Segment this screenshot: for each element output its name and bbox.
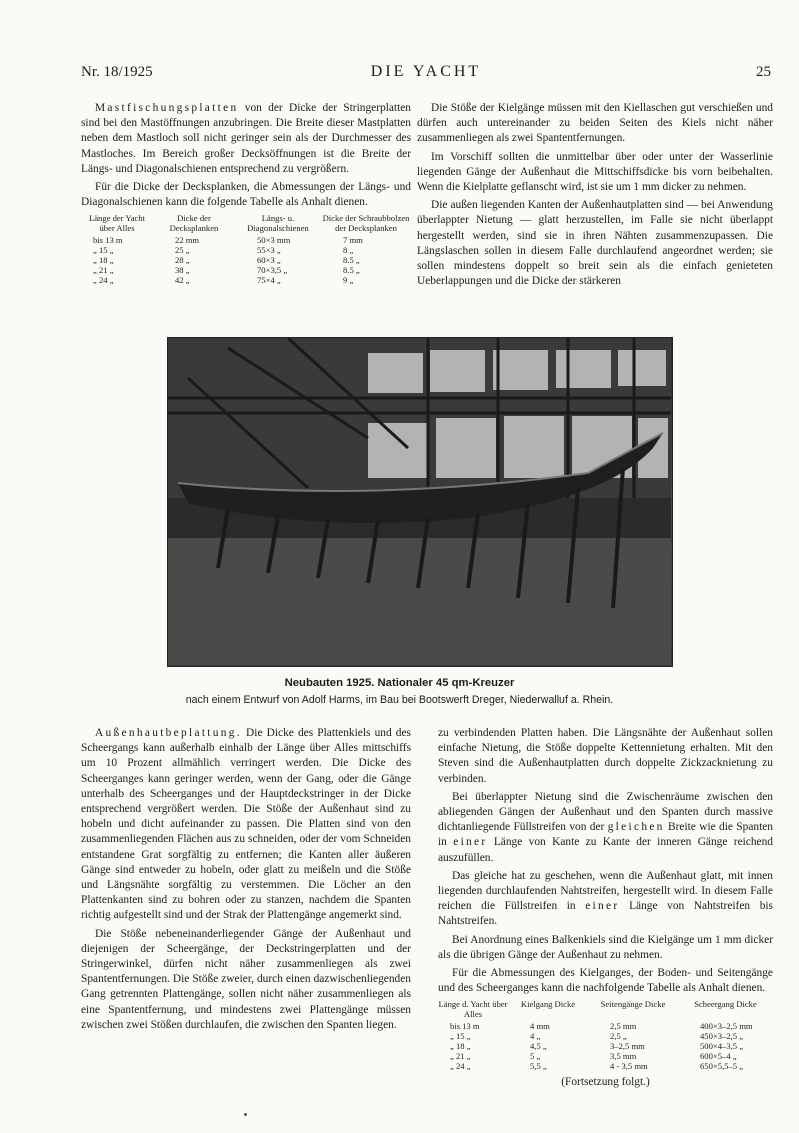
table-cell: 60×3 „: [257, 255, 281, 266]
table-cell: 4 mm: [530, 1021, 550, 1032]
table-header-row: [81, 213, 411, 233]
table-header-cell: Seitengänge Dicke: [600, 999, 666, 1010]
table-cell: 4 „: [530, 1031, 541, 1042]
table-cell: 9 „: [343, 275, 354, 286]
table-cell: 8.5 „: [343, 265, 360, 276]
paragraph: Außenhautbeplattung. Die Dicke des Plattenkiels und des Scheergangs kann außerhalb einhalb der Länge über Alles mittschiffs um 10 Prozent allmählich verringert werden. Die Dicke des Scheerganges kann geringer werden, wenn der Gang, oder die Gänge unterhalb des Scheerganges und der Hauptdeckstringer in der Dicke entsprechend vergrößert werden. Die Stöße der Außenhaut sind zu hobeln und dicht aufeinander zu passen. Die Platten sind von den zusammenliegenden Flächen aus zu schneiden, oder der vom Schneiden entstandene Grat sorgfältig zu entfernen; die Kanten aller äußeren Gänge sind entweder zu hobeln, oder glatt zu meißeln und die Stöße und Längsnähte sorgfältig zu verstemmen. Die Löcher an den Plattenkanten sind zu bohren oder zu stanzen, nachdem die Spanten richtig aufgestellt sind und der Strak der Plattengänge angemerkt sind.: [81, 727, 411, 922]
table-row: [438, 1051, 773, 1061]
photo-caption-title: Neubauten 1925. Nationaler 45 qm-Kreuzer: [284, 677, 515, 689]
table-cell: 600×5–4 „: [700, 1051, 737, 1062]
bottom-left-column: [81, 726, 411, 1036]
paragraph: Für die Dicke der Decksplanken, die Abmessungen der Längs- und Diagonalschienen kann die folgende Tabelle als Anhalt dienen.: [81, 181, 411, 209]
paragraph: Bei Anordnung eines Balkenkiels sind die Kielgänge um 1 mm dicker als die übrigen Gänge der Außenhaut zu nehmen.: [438, 933, 773, 961]
continued-note: (Fortsetzung folgt.): [561, 1076, 650, 1089]
deck-planks-table: [81, 213, 411, 285]
table-cell: 3,5 mm: [610, 1051, 637, 1062]
top-left-column: [81, 101, 411, 285]
table-cell: bis 13 m: [450, 1021, 480, 1032]
top-right-column: [417, 101, 773, 292]
paragraph: Für die Abmessungen des Kielganges, der Boden- und Seitengänge und des Scheerganges kann die nachfolgende Tabelle als Anhalt dienen.: [438, 967, 773, 995]
table-cell: 4,5 „: [530, 1041, 547, 1052]
table-header-cell: Länge d. Yacht über Alles: [438, 999, 508, 1020]
table-cell: „ 24 „: [450, 1061, 471, 1072]
paragraph: Die Stöße nebeneinanderliegender Gänge der Außenhaut und diejenigen der Scheergänge, der Deckstringerplatten und der Stringerwinkel, dürfen nicht näher zusammenliegen als zwei Spantentfernungen. Die Stöße zweier, durch einen dazwischenliegenden Gang getrennten Plattengänge, sollen nicht näher zusammenliegen als eine Spantentfernung, und mindestens zwei Plattengänge müssen zwischen zwei Stößen durchlaufen, die zwischen den Spanten liegen.: [81, 927, 411, 1031]
table-cell: „ 21 „: [450, 1051, 471, 1062]
table-header-cell: Dicke der Schraubbolzen der Decksplanken: [322, 213, 410, 234]
paragraph: Mastfischungsplatten von der Dicke der Stringerplatten sind bei den Mastöffnungen anzubringen. Die Breite dieser Mastplatten neben dem Mastloch soll nicht geringer sein als der Durchmesser des Mastloches. Im Bereich großer Decksöffnungen ist die Breite der Längs- und Diagonalschienen entsprechend zu vergrößern.: [81, 102, 411, 175]
table-cell: 38 „: [175, 265, 190, 276]
table-cell: 3–2,5 mm: [610, 1041, 645, 1052]
table-header-cell: Längs- u. Diagonalschienen: [247, 213, 309, 234]
table-row: [81, 235, 411, 245]
paragraph: Die Stöße der Kielgänge müssen mit den Kiellaschen gut verschießen und dürfen auch untereinander zu beiden Seiten des Kiels nicht näher zusammenliegen als zwei Spantentfernungen.: [417, 102, 773, 145]
photo-caption-subtitle: nach einem Entwurf von Adolf Harms, im Bau bei Bootswerft Dreger, Niederwalluf a. Rhein.: [185, 694, 614, 706]
table-cell: 22 mm: [175, 235, 200, 246]
table-header-cell: Kielgang Dicke: [520, 999, 576, 1010]
table-cell: 8.5 „: [343, 255, 360, 266]
table-cell: „ 21 „: [93, 265, 114, 276]
table-row: [81, 265, 411, 275]
table-cell: 2,5 „: [610, 1031, 627, 1042]
bottom-right-column: [438, 726, 773, 1091]
table-row: [438, 1041, 773, 1051]
table-cell: 5,5 „: [530, 1061, 547, 1072]
table-cell: 75×4 „: [257, 275, 281, 286]
table-cell: „ 18 „: [450, 1041, 471, 1052]
running-header: [81, 64, 771, 86]
table-header-cell: Dicke der Decksplanken: [169, 213, 219, 234]
table-header-cell: Länge der Yacht über Alles: [88, 213, 146, 234]
table-row: [438, 1031, 773, 1041]
paragraph: Das gleiche hat zu geschehen, wenn die Außenhaut glatt, mit innen liegenden durchlaufenden Nahtstreifen, hergestellt wird. In diesem Falle reichen die Füllstreifen in einer Länge von Nahtstreifen bis Nahtstreifen.: [438, 869, 773, 928]
page-number: 25: [756, 64, 771, 80]
table-row: [438, 1021, 773, 1031]
paragraph: Die außen liegenden Kanten der Außenhautplatten sind — bei Anwendung überlappter Nietung — glatt herzustellen, im Falle sie nicht überlappt hergestellt werden, sind sie in ihren Nähten zusammenzupassen. Die Längslaschen sollen in diesem Falle durchlaufend angeordnet werden; sie sollen mindestens doppelt so breit sein als die einfach genieteten Ueberlappungen und die Dicke der stärkeren: [417, 199, 773, 288]
table-row: [81, 245, 411, 255]
lead-term: Mastfischungsplatten: [95, 102, 239, 114]
table-header-row: [438, 999, 773, 1019]
table-cell: 4 - 3,5 mm: [610, 1061, 648, 1072]
yacht-hull-photo: [168, 338, 671, 665]
paragraph: zu verbindenden Platten haben. Die Längsnähte der Außenhaut sollen einfache Nietung, die Stöße doppelte Kettennietung erhalten. Mit den Steven sind die Außenhautplatten durch doppelte Zickzacknietung zu verbinden.: [438, 727, 773, 785]
scan-speck: [244, 1113, 247, 1116]
table-cell: 8 „: [343, 245, 354, 256]
table-cell: 450×3–2,5 „: [700, 1031, 744, 1042]
table-cell: „ 15 „: [93, 245, 114, 256]
table-cell: „ 24 „: [93, 275, 114, 286]
table-cell: „ 18 „: [93, 255, 114, 266]
table-cell: 42 „: [175, 275, 190, 286]
paragraph: Im Vorschiff sollten die unmittelbar über oder unter der Wasserlinie liegenden Gänge der Außenhaut die Mittschiffsdicke bis vorn beibehalten. Wenn die Kielplatte geflanscht wird, ist sie um 1 mm dicker zu nehmen.: [417, 150, 773, 194]
lead-term: Außenhautbeplattung.: [95, 727, 242, 739]
table-cell: bis 13 m: [93, 235, 123, 246]
table-cell: 70×3,5 „: [257, 265, 288, 276]
paragraph: Bei überlappter Nietung sind die Zwischenräume zwischen den abliegenden Gängen der Außenhaut und den Spanten durch massive dichtanliegende Füllstreifen von der gleichen Breite wie die Spanten in einer Länge von Kante zu Kante der inneren Gänge reichend auszufüllen.: [438, 790, 773, 864]
table-cell: „ 15 „: [450, 1031, 471, 1042]
table-row: [81, 255, 411, 265]
table-cell: 2,5 mm: [610, 1021, 637, 1032]
table-cell: 7 mm: [343, 235, 363, 246]
table-cell: 25 „: [175, 245, 190, 256]
issue-number: Nr. 18/1925: [81, 64, 153, 80]
table-header-cell: Scheergang Dicke: [694, 999, 757, 1010]
table-cell: 5 „: [530, 1051, 541, 1062]
magazine-title: DIE YACHT: [370, 63, 482, 80]
table-cell: 500×4–3,5 „: [700, 1041, 744, 1052]
table-cell: 55×3 „: [257, 245, 281, 256]
table-cell: 28 „: [175, 255, 190, 266]
table-row: [81, 275, 411, 285]
table-cell: 650×5,5–5 „: [700, 1061, 744, 1072]
shipyard-photo: [167, 337, 673, 667]
table-row: [438, 1061, 773, 1071]
table-cell: 400×3–2,5 mm: [700, 1021, 753, 1032]
hull-plating-table: [438, 999, 773, 1071]
table-cell: 50×3 mm: [257, 235, 291, 246]
